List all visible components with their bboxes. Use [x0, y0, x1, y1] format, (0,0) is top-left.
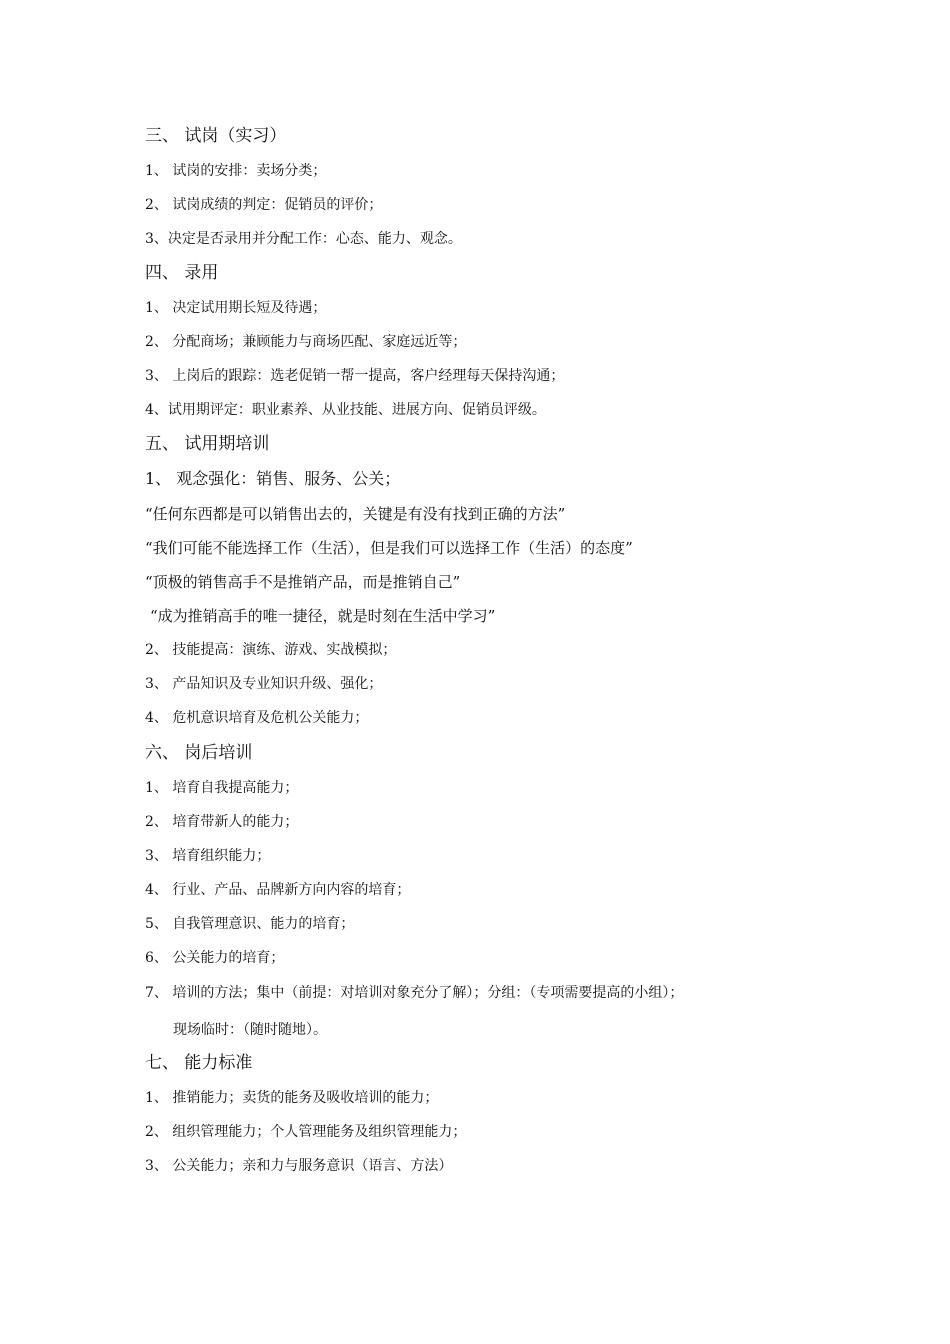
list-item: 4、 行业、产品、品牌新方向内容的培育；	[145, 882, 411, 898]
list-item: 4、 危机意识培育及危机公关能力；	[145, 710, 369, 726]
list-item: 6、 公关能力的培育；	[145, 950, 285, 966]
section-heading-4: 四、 录用	[145, 263, 219, 283]
list-item: 7、 培训的方法；集中（前提：对培训对象充分了解）；分组：（专项需要提高的小组）；	[145, 985, 684, 1001]
list-item: 3、 公关能力；亲和力与服务意识（语言、方法）	[145, 1158, 453, 1174]
list-item: 2、 试岗成绩的判定：促销员的评价；	[145, 197, 383, 213]
list-item: 2、 分配商场；兼顾能力与商场匹配、家庭远近等；	[145, 334, 467, 350]
quote-line: “顶极的销售高手不是推销产品，而是推销自己”	[145, 573, 461, 591]
list-item: 1、 推销能力；卖货的能务及吸收培训的能力；	[145, 1090, 439, 1106]
quote-line: “我们可能不能选择工作（生活），但是我们可以选择工作（生活）的态度”	[145, 539, 633, 557]
list-item: 3、 产品知识及专业知识升级、强化；	[145, 676, 383, 692]
list-item: 2、 技能提高：演练、游戏、实战模拟；	[145, 642, 397, 658]
list-item: 3、 培育组织能力；	[145, 848, 271, 864]
section-heading-6: 六、 岗后培训	[145, 743, 253, 763]
quote-line: “成为推销高手的唯一捷径，就是时刻在生活中学习”	[150, 607, 496, 625]
list-item: 1、 培育自我提高能力；	[145, 780, 299, 796]
list-item: 3、决定是否录用并分配工作：心态、能力、观念。	[145, 231, 462, 247]
list-item: 5、 自我管理意识、能力的培育；	[145, 916, 355, 932]
list-item: 1、 试岗的安排：卖场分类；	[145, 163, 327, 179]
section-heading-5: 五、 试用期培训	[145, 434, 270, 454]
list-item: 3、 上岗后的跟踪：选老促销一帮一提高，客户经理每天保持沟通；	[145, 368, 565, 384]
list-item-continuation: 现场临时：（随时随地）。	[173, 1022, 327, 1038]
list-item: 4、试用期评定：职业素养、从业技能、进展方向、促销员评级。	[145, 402, 546, 418]
list-item: 1、 观念强化：销售、服务、公关；	[145, 469, 401, 488]
section-heading-3: 三、 试岗（实习）	[145, 126, 287, 146]
section-heading-7: 七、 能力标准	[145, 1053, 253, 1073]
list-item: 1、 决定试用期长短及待遇；	[145, 300, 327, 316]
list-item: 2、 培育带新人的能力；	[145, 814, 299, 830]
list-item: 2、 组织管理能力；个人管理能务及组织管理能力；	[145, 1124, 467, 1140]
quote-line: “任何东西都是可以销售出去的，关键是有没有找到正确的方法”	[145, 505, 566, 523]
